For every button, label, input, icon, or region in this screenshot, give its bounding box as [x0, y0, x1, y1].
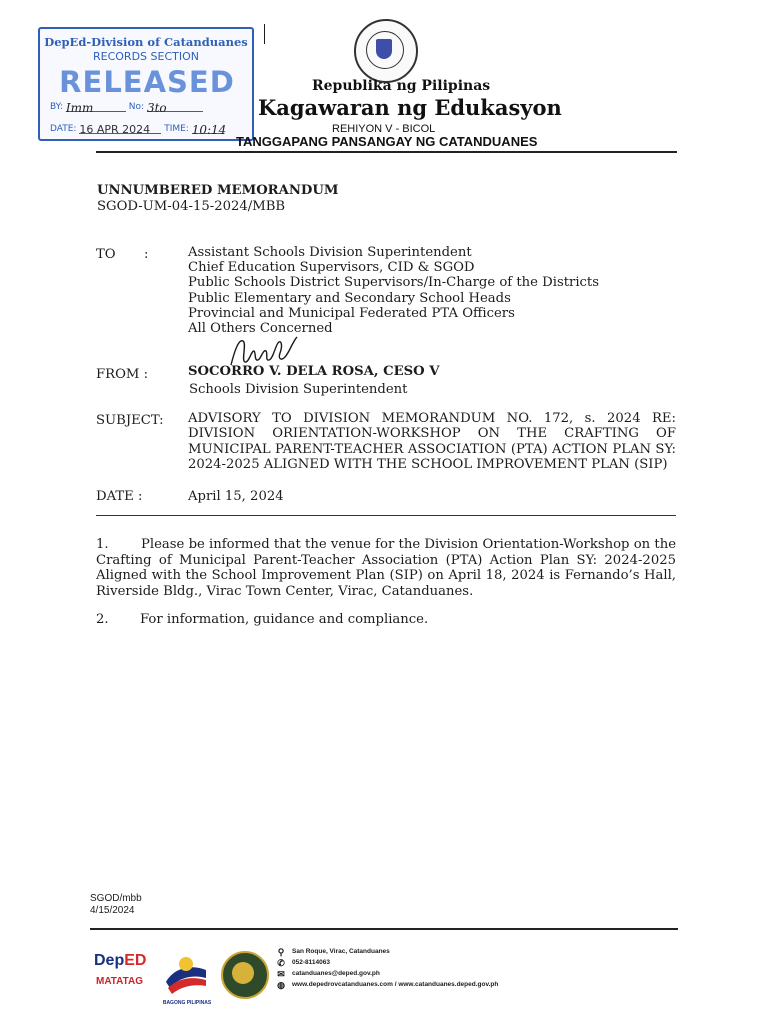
subject-line: MUNICIPAL PARENT-TEACHER ASSOCIATION (PTA) ACTION PLAN SY: [188, 441, 676, 457]
stamp-tick-mark [264, 24, 265, 44]
paragraph-1-number: 1. [96, 537, 109, 552]
footer-divider [90, 928, 678, 930]
subject-text [188, 411, 676, 472]
stamp-date-label: DATE: [50, 124, 77, 134]
paragraph-1-line: Riverside Bldg., Virac Town Center, Virac, Catanduanes. [96, 583, 474, 599]
paragraph-2-text: For information, guidance and compliance. [140, 612, 429, 627]
date-label: DATE : [96, 489, 143, 504]
subject-line: 2024-2025 ALIGNED WITH THE SCHOOL IMPROVEMENT PLAN (SIP) [188, 456, 668, 472]
paragraph-1-line: Aligned with the School Improvement Plan (SIP) on April 18, 2024 is Fernando’s Hall, [96, 568, 676, 583]
records-stamp [38, 27, 254, 141]
stamp-by-row [50, 101, 203, 115]
stamp-by-label: BY: [50, 102, 64, 112]
paragraph-2 [96, 612, 428, 627]
stamp-status: RELEASED [59, 65, 235, 99]
reference-line: SGOD/mbb [90, 893, 142, 904]
header-divider [96, 151, 677, 153]
footer-contacts [276, 946, 498, 990]
recipient-item: Provincial and Municipal Federated PTA Officers [188, 305, 515, 321]
stamp-no-label: No: [128, 102, 145, 112]
stamp-time-label: TIME: [164, 124, 189, 134]
globe-icon: ◍ [277, 980, 285, 990]
stamp-by-value: Imm [65, 101, 94, 115]
date-value: April 15, 2024 [188, 489, 284, 504]
subject-line: DIVISION ORIENTATION-WORKSHOP ON THE CRAFTING OF [188, 426, 676, 442]
recipient-item: Public Schools District Supervisors/In-Charge of the Districts [188, 275, 599, 291]
division-seal-emblem-icon [232, 962, 254, 984]
stamp-no-value: 3to [146, 101, 167, 115]
deped-ed: ED [124, 952, 147, 969]
paragraph-1-line: Please be informed that the venue for the Division Orientation-Workshop on the [141, 537, 676, 552]
stamp-date-row [50, 123, 227, 137]
contact-address [276, 946, 498, 957]
memo-number: SGOD-UM-04-15-2024/MBB [97, 199, 286, 214]
reference-line: 4/15/2024 [90, 905, 135, 916]
subject-line: ADVISORY TO DIVISION MEMORANDUM NO. 172, s. 2024 RE: [188, 411, 676, 426]
contact-phone-text: 052-8114063 [292, 959, 330, 966]
recipient-item: Chief Education Supervisors, CID & SGOD [188, 260, 475, 276]
recipient-item: Assistant Schools Division Superintendent [188, 245, 472, 260]
deped-dep: Dep [94, 952, 125, 969]
from-name: SOCORRO V. DELA ROSA, CESO V [188, 364, 440, 379]
department-name: Kagawaran ng Edukasyon [258, 95, 562, 120]
bagong-pilipinas-caption: BAGONG PILIPINAS [162, 1000, 212, 1006]
reference-initials [90, 893, 142, 917]
republic-name: Republika ng Pilipinas [312, 78, 491, 94]
region-name: REHIYON V - BICOL [332, 123, 436, 135]
deped-wordmark [94, 952, 146, 970]
stamp-section: RECORDS SECTION [93, 50, 199, 63]
phone-icon: ✆ [277, 958, 285, 968]
memo-title: UNNUMBERED MEMORANDUM [97, 183, 339, 198]
recipient-item: Public Elementary and Secondary School Heads [188, 290, 511, 306]
bagong-pilipinas-logo [160, 948, 212, 1000]
stamp-office: DepEd-Division of Catanduanes [44, 35, 248, 49]
deped-seal-shield-icon [376, 39, 392, 59]
contact-phone [276, 957, 498, 968]
to-label: TO [96, 247, 116, 262]
from-title: Schools Division Superintendent [189, 382, 408, 397]
from-label: FROM : [96, 367, 149, 382]
paragraph-2-number: 2. [96, 612, 109, 627]
subject-label: SUBJECT: [96, 413, 164, 428]
to-recipient-list [188, 245, 599, 336]
contact-website[interactable] [276, 979, 498, 990]
contact-address-text: San Roque, Virac, Catanduanes [292, 948, 390, 955]
body-divider [96, 515, 676, 516]
mail-icon: ✉ [277, 969, 285, 979]
contact-website-text[interactable]: www.depedrovcatanduanes.com / www.catanduanes.deped.gov.ph [292, 981, 499, 988]
to-colon: : [144, 247, 149, 262]
recipient-item: All Others Concerned [188, 321, 333, 337]
paragraph-1-line: Crafting of Municipal Parent-Teacher Association (PTA) Action Plan SY: 2024-2025 [96, 552, 676, 568]
paragraph-1 [96, 537, 676, 599]
contact-email[interactable] [276, 968, 498, 979]
matatag-wordmark: MATATAG [96, 976, 144, 987]
contact-email-text[interactable]: catanduanes@deped.gov.ph [292, 970, 380, 977]
location-pin-icon: ⚲ [277, 947, 285, 957]
stamp-time-value: 10:14 [191, 123, 227, 137]
stamp-date-value: 16 APR 2024 [79, 123, 151, 136]
deped-matatag-logo [94, 952, 152, 998]
office-name: TANGGAPANG PANSANGAY NG CATANDUANES [236, 134, 538, 149]
